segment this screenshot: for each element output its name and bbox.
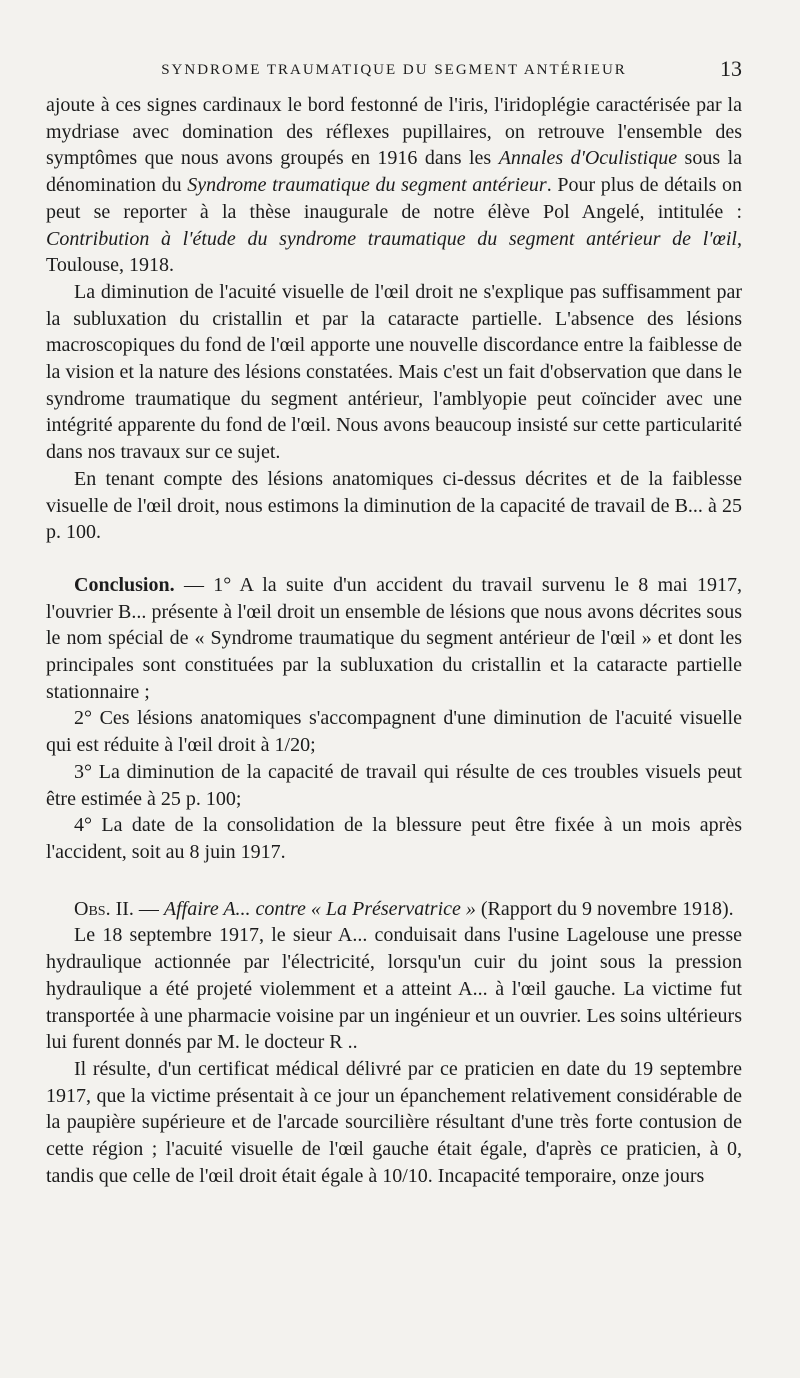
report-date: (Rapport du 9 novembre 1918). [475, 897, 734, 920]
conclusion-label: Conclusion. [74, 573, 175, 596]
conclusion-item-4: 4° La date de la consolidation de la blessure peut être fixée à un mois après l'accident, soit au 8 juin 1917. [46, 814, 742, 863]
conclusion-item-2: 2° Ces lésions anatomiques s'accompagnent d'une diminution de l'acuité visuelle qui est réduite à l'œil droit à 1/20; [46, 707, 742, 757]
text-run: . Pour plus de détails on peut se reporter à la thèse inaugurale de notre élève Pol Angelé, intitulée : [46, 174, 743, 223]
paragraph-conclusion [46, 572, 742, 706]
paragraph-certificate: Il résulte, d'un certificat médical délivré par ce praticien en date du 19 septembre 1917, que la victime présentait à ce jour un épanchement relativement considérable de la paupière supérieure et de l'arcade sourcilière résultant d'une très forte contusion de cette région ; l'acuité visuelle de l'œil gauche était égale, d'après ce praticien, à 0, tandis que celle de l'œil droit était égale à 10/10. Incapacité temporaire, onze jours [46, 1057, 742, 1187]
body-text [46, 92, 742, 1189]
text-run: — [133, 897, 164, 920]
thesis-title: Contribution à l'étude du syndrome traumatique du segment antérieur de l'œil [46, 227, 737, 250]
paragraph-capacity: En tenant compte des lésions anatomiques ci-dessus décrites et de la faiblesse visuelle de l'œil droit, nous estimons la diminution de la capacité de travail de B... à 25 p. 100. [46, 467, 742, 544]
running-head-title: SYNDROME TRAUMATIQUE DU SEGMENT ANTÉRIEUR [161, 62, 627, 78]
syndrome-title: Syndrome traumatique du segment antérieur [187, 174, 547, 197]
text-run: sous la dénomination du [46, 147, 743, 197]
observation-heading [46, 896, 742, 923]
conclusion-item-1: — 1° A la suite d'un accident du travail survenu le 8 mai 1917, l'ouvrier B... présente à l'œil droit un ensemble de lésions que nous avons décrites sous le nom spécial de « Syndrome traumatique du segment antérieur de l'œil » et dont les principales sont constituées par la subluxation du cristallin et la cataracte partielle stationnaire ; [46, 573, 742, 703]
observation-label: Obs. II. [74, 897, 134, 920]
conclusion-item-3: 3° La diminution de la capacité de travail qui résulte de ces troubles visuels peut être estimée à 25 p. 100; [46, 760, 742, 810]
text-run: ajoute à ces signes cardinaux le bord festonné de l'iris, l'iridoplégie caractérisée par la mydriase avec domination des réflexes pupillaires, on retrouve l'ensemble des symptômes que nous avons groupés en 1916 dans les [46, 94, 742, 170]
paragraph-accident: Le 18 septembre 1917, le sieur A... conduisait dans l'usine Lagelouse une presse hydraulique actionnée par l'électricité, lorsqu'un cuir du joint sous la pression hydraulique a été projeté violemment et a atteint A... à l'œil gauche. La victime fut transportée à une pharmacie voisine par un ingénieur et un ouvrier. Les soins ultérieurs lui furent donnés par M. le docteur R .. [46, 924, 742, 1054]
running-head [46, 56, 742, 92]
page-number: 13 [720, 56, 742, 81]
paragraph-acuity: La diminution de l'acuité visuelle de l'œil droit ne s'explique pas suffisamment par la subluxation du cristallin et par la cataracte partielle. L'absence des lésions macroscopiques du fond de l'œil apporte une nouvelle discordance entre la faiblesse de la vision et la nature des lésions constatées. Mais c'est un fait d'observation que dans le syndrome traumatique du segment antérieur, l'amblyopie peut coïncider avec une intégrité apparente du fond de l'œil. Nous avons beaucoup insisté sur cette particularité dans nos travaux sur ce sujet. [46, 280, 742, 464]
case-title: Affaire A... contre « La Préservatrice » [163, 897, 476, 920]
text-run: , Toulouse, 1918. [46, 227, 742, 277]
paragraph-continuation [46, 92, 742, 279]
journal-title: Annales d'Oculistique [498, 147, 678, 170]
